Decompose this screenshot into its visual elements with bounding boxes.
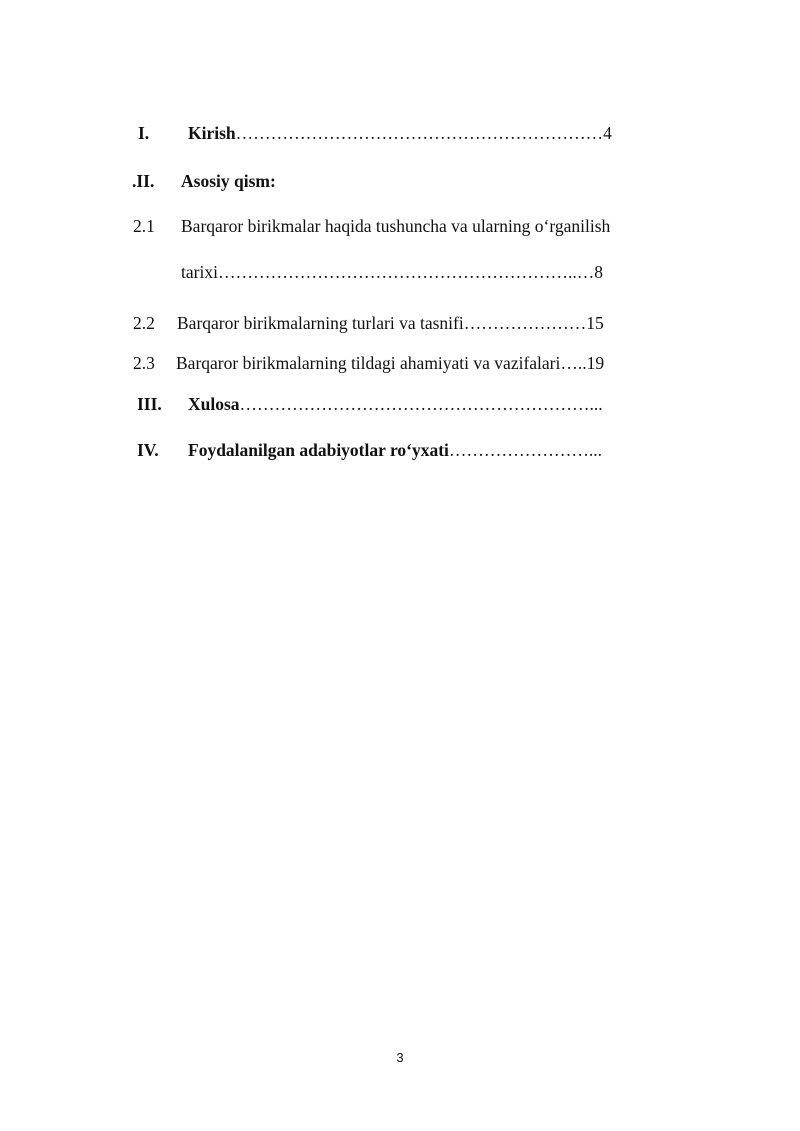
toc-leader: …..19 xyxy=(560,353,605,373)
toc-leader: ……………………………………………………... xyxy=(239,394,603,414)
toc-title: Xulosa xyxy=(188,394,240,414)
toc-leader: ……………………... xyxy=(448,440,603,460)
toc-leader: ……………………………………………………..…8 xyxy=(217,262,603,282)
toc-title: Asosiy qism: xyxy=(181,171,276,191)
toc-number: 2.3 xyxy=(133,353,155,373)
toc-leader: ………………………………………………………4 xyxy=(235,123,612,143)
toc-title: Barqaror birikmalar haqida tushuncha va ularning o‘rganilish xyxy=(181,216,611,236)
toc-number: 2.2 xyxy=(133,313,155,333)
toc-leader: …………………15 xyxy=(463,313,604,333)
toc-number: .II. xyxy=(132,171,155,191)
toc-number: III. xyxy=(137,394,162,414)
page-number: 3 xyxy=(396,1050,404,1065)
toc-title: Kirish xyxy=(188,123,236,143)
toc-title: Barqaror birikmalarning tildagi ahamiyati va vazifalari xyxy=(176,353,561,373)
toc-number: IV. xyxy=(137,440,159,460)
toc-title: tarixi xyxy=(181,262,218,282)
toc-title: Foydalanilgan adabiyotlar ro‘yxati xyxy=(188,440,449,460)
toc-number: I. xyxy=(138,123,150,143)
toc-title: Barqaror birikmalarning turlari va tasnifi xyxy=(177,313,464,333)
toc-number: 2.1 xyxy=(133,216,155,236)
